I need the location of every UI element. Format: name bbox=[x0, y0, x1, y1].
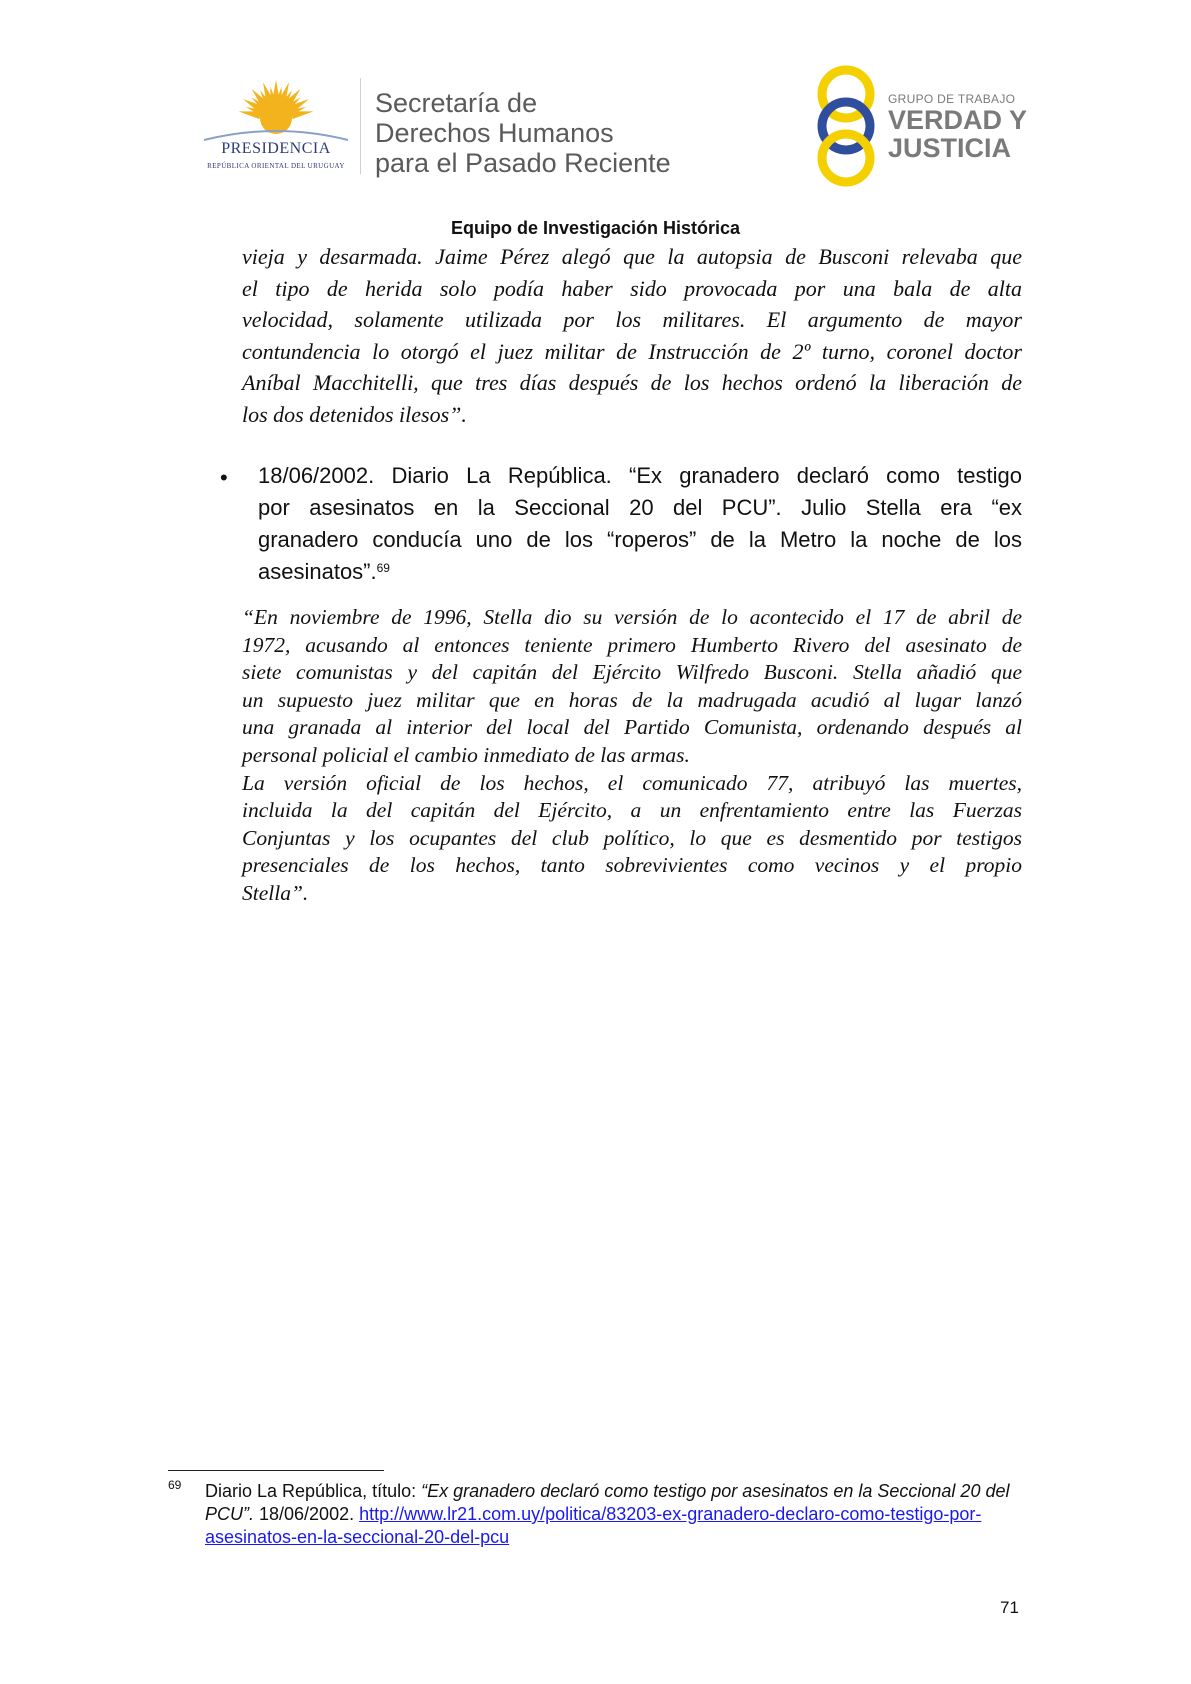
bullet-line: por asesinatos en la Seccional 20 del PCU”. Julio Stella era “ex bbox=[258, 495, 1022, 520]
footnote-reference[interactable]: 69 bbox=[376, 561, 390, 575]
quote2-line: personal policial el cambio inmediato de las armas. bbox=[242, 742, 690, 767]
footnote-number: 69 bbox=[168, 1478, 182, 1492]
footnote-separator bbox=[168, 1470, 384, 1471]
quote2-line: una granada al interior del local del Partido Comunista, ordenando después al bbox=[242, 715, 1022, 740]
bullet-line-last bbox=[258, 556, 1022, 588]
footnote-title: “Ex granadero declaró como testigo por asesinatos en la Seccional 20 del PCU”. bbox=[205, 1481, 1010, 1524]
footnote-text bbox=[205, 1480, 1022, 1549]
bullet-paragraph bbox=[258, 460, 1022, 588]
quote2-line: presenciales de los hechos, tanto sobrevivientes como vecinos y el propio bbox=[242, 853, 1022, 878]
page-number: 71 bbox=[1000, 1598, 1019, 1617]
sun-icon bbox=[196, 78, 356, 144]
quote1-line: los dos detenidos ilesos”. bbox=[242, 401, 467, 427]
verdad-justicia-logo bbox=[808, 64, 1038, 188]
bullet-icon: • bbox=[220, 465, 228, 490]
vyj-line-2: VERDAD Y bbox=[888, 105, 1028, 135]
presidencia-title: PRESIDENCIA bbox=[221, 140, 331, 157]
presidencia-subtitle: REPÚBLICA ORIENTAL DEL URUGUAY bbox=[207, 162, 345, 170]
bullet-line: granadero conducía uno de los “roperos” de la Metro la noche de los bbox=[258, 527, 1022, 552]
quote2-line: Conjuntas y los ocupantes del club político, lo que es desmentido por testigos bbox=[242, 825, 1022, 850]
quote2-line: Stella”. bbox=[242, 880, 309, 905]
quote2-line: un supuesto juez militar que en horas de la madrugada acudió al lugar lanzó bbox=[242, 687, 1022, 712]
secretaria-line-1: Secretaría de bbox=[375, 88, 538, 118]
quote-block-1 bbox=[242, 241, 1022, 431]
quote2-line: “En noviembre de 1996, Stella dio su versión de lo acontecido el 17 de abril de bbox=[242, 605, 1022, 629]
quote2-line: incluida la del capitán del Ejército, a un enfrentamiento entre las Fuerzas bbox=[242, 798, 1022, 823]
footnote-date: 18/06/2002. bbox=[254, 1504, 360, 1524]
quote1-line: contundencia lo otorgó el juez militar de Instrucción de 2º turno, coronel doctor bbox=[242, 338, 1022, 364]
presidencia-logo bbox=[196, 78, 356, 182]
bullet-line: 18/06/2002. Diario La República. “Ex granadero declaró como testigo bbox=[258, 463, 1022, 488]
header-equipo: Equipo de Investigación Histórica bbox=[450, 218, 741, 238]
quote-block-2 bbox=[242, 604, 1022, 908]
secretaria-line-3: para el Pasado Reciente bbox=[375, 148, 671, 178]
quote1-line: vieja y desarmada. Jaime Pérez alegó que la autopsia de Busconi relevaba que bbox=[242, 244, 1022, 269]
vyj-line-3: JUSTICIA bbox=[888, 133, 1012, 163]
quote2-line: La versión oficial de los hechos, el comunicado 77, atribuyó las muertes, bbox=[242, 770, 1022, 795]
quote1-line: Aníbal Macchitelli, que tres días después de los hechos ordenó la liberación de bbox=[242, 370, 1022, 396]
secretaria-logo-text bbox=[375, 88, 715, 178]
quote1-line: velocidad, solamente utilizada por los militares. El argumento de mayor bbox=[242, 307, 1022, 333]
logo-divider bbox=[360, 78, 361, 174]
footnote-link[interactable]: http://www.lr21.com.uy/politica/83203-ex-granadero-declaro-como-testigo-por-asesinatos-en-la-seccional-20-del-pcu bbox=[205, 1504, 982, 1547]
rings-icon bbox=[808, 64, 888, 188]
bullet-line: asesinatos”. bbox=[258, 559, 377, 584]
secretaria-line-2: Derechos Humanos bbox=[375, 118, 614, 148]
quote2-line: 1972, acusando al entonces teniente primero Humberto Rivero del asesinato de bbox=[242, 632, 1022, 657]
footnote-prefix: Diario La República, título: bbox=[205, 1481, 422, 1501]
quote1-line: el tipo de herida solo podía haber sido provocada por una bala de alta bbox=[242, 275, 1022, 301]
quote2-line: siete comunistas y del capitán del Ejército Wilfredo Busconi. Stella añadió que bbox=[242, 660, 1022, 685]
vyj-line-1: GRUPO DE TRABAJO bbox=[888, 92, 1016, 106]
